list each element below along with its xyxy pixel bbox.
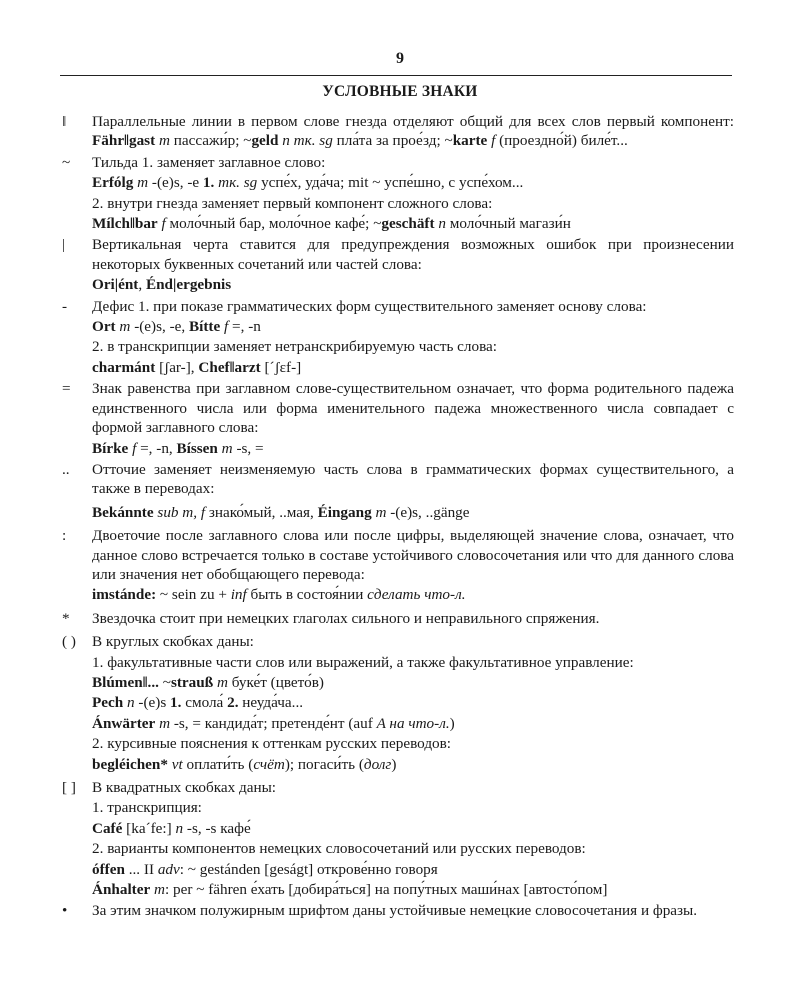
entry-example: Bírke f =, -n, Bíssen m -s, = bbox=[92, 439, 264, 457]
entry-example: Bekánnte sub m, f знако́мый, ..мая, Éingang m -(e)s, ..gänge bbox=[92, 503, 470, 521]
entry-hyphen bbox=[62, 297, 734, 378]
entry-square-brackets bbox=[62, 778, 734, 899]
entry-double-bar bbox=[62, 112, 734, 151]
entry-example: óffen ... II adv: ~ gestánden [geságt] открове́нно говоря bbox=[92, 860, 438, 878]
entry-subdescription: 1. транскрипция: bbox=[92, 799, 202, 817]
entry-colon bbox=[62, 526, 734, 605]
entry-symbol: = bbox=[62, 380, 71, 398]
entry-symbol: ~ bbox=[62, 153, 71, 171]
entry-equals bbox=[62, 379, 734, 458]
symbols-list bbox=[62, 112, 734, 923]
entry-symbol: ( ) bbox=[62, 633, 76, 651]
entry-example: Ori|ént, Énd|ergebnis bbox=[92, 276, 232, 294]
entry-symbol: .. bbox=[62, 460, 70, 478]
entry-description: Параллельные линии в первом слове гнезда отделяют общий для всех слов первый компонент: Fähr‖gast m пассажи́р; ~geld n тк. sg пла́та за прое́зд; ~karte f (проездно́й) биле́т... bbox=[92, 113, 734, 150]
entry-symbol: ‖ bbox=[62, 113, 67, 130]
entry-symbol: : bbox=[62, 527, 67, 545]
entry-subdescription: 2. в транскрипции заменяет нетранскрибируемую часть слова: bbox=[92, 338, 498, 356]
entry-example: imstánde: ~ sein zu + inf быть в состоя́нии сделать что-л. bbox=[92, 586, 466, 604]
page-number: 9 bbox=[396, 50, 404, 67]
entry-ellipsis bbox=[62, 460, 734, 522]
entry-example: Ánwärter m -s, = кандида́т; претенде́нт (auf A на что-л.) bbox=[92, 714, 455, 732]
entry-symbol: * bbox=[62, 609, 70, 627]
entry-asterisk bbox=[62, 609, 734, 628]
entry-example: charmánt [ʃar-], Chef‖arzt [ˊʃɛf-] bbox=[92, 358, 302, 376]
entry-bullet bbox=[62, 901, 734, 920]
entry-example: Mílch‖bar f моло́чный бар, моло́чное кафе́; ~geschäft n моло́чный магази́н bbox=[92, 215, 571, 233]
entry-description: Отточие заменяет неизменяемую часть слова в грамматических формах существительного, а также в переводах: bbox=[92, 460, 734, 498]
entry-description: Вертикальная черта ставится для предупреждения возможных ошибок при произнесении некоторых буквенных сочетаний или частей слова: bbox=[92, 236, 734, 273]
entry-subdescription: 2. внутри гнезда заменяет первый компонент сложного слова: bbox=[92, 194, 493, 212]
entry-example: Pech n -(e)s 1. смола́ 2. неуда́ча... bbox=[92, 694, 304, 712]
entry-example: Ort m -(e)s, -e, Bítte f =, -n bbox=[92, 318, 261, 336]
entry-symbol: | bbox=[62, 236, 66, 254]
entry-example: Café [kaˊfe:] n -s, -s кафе́ bbox=[92, 819, 251, 837]
entry-subdescription: 1. факультативные части слов или выражений, а также факультативное управление: bbox=[92, 653, 634, 671]
entry-symbol: [ ] bbox=[62, 779, 76, 796]
entry-description: Звездочка стоит при немецких глаголах сильного и неправильного спряжения. bbox=[92, 609, 600, 627]
entry-description: В круглых скобках даны: bbox=[92, 633, 254, 651]
section-title: УСЛОВНЫЕ ЗНАКИ bbox=[322, 83, 478, 100]
entry-parentheses bbox=[62, 632, 734, 774]
entry-description: Тильда 1. заменяет заглавное слово: bbox=[92, 153, 326, 171]
entry-example: Erfólg m -(e)s, -e 1. тк. sg успе́х, уда́ча; mit ~ успе́шно, с успе́хом... bbox=[92, 174, 524, 192]
entry-tilde bbox=[62, 153, 734, 234]
entry-description: Дефис 1. при показе грамматических форм существительного заменяет основу слова: bbox=[92, 297, 647, 315]
bullet-icon: • bbox=[62, 902, 68, 920]
header-rule bbox=[60, 75, 732, 76]
entry-subdescription: 2. варианты компонентов немецких словосочетаний или русских переводов: bbox=[92, 840, 586, 858]
entry-description: В квадратных скобках даны: bbox=[92, 779, 277, 796]
entry-description: Двоеточие после заглавного слова или после цифры, выделяющей значение слова, означает, что данное слово встречается только в составе устойчивого словосочетания или что для данного слова или значения нет обобщающего перевода: bbox=[92, 527, 734, 583]
entry-example: Ánhalter m: per ~ fähren е́хать [добира́ться] на попу́тных маши́нах [автосто́пом] bbox=[92, 881, 608, 899]
entry-subdescription: 2. курсивные пояснения к оттенкам русских переводов: bbox=[92, 735, 452, 753]
entry-vertical-bar bbox=[62, 235, 734, 294]
entry-symbol: - bbox=[62, 297, 68, 315]
entry-description: Знак равенства при заглавном слове-существительном означает, что форма родительного падежа единственного числа или форма именительного падежа множественного числа совпадает с формой заглавного слова: bbox=[92, 380, 734, 437]
entry-description: За этим значком полужирным шрифтом даны устойчивые немецкие словосочетания и фразы. bbox=[92, 902, 698, 920]
entry-example: Blúmen‖... ~strauß m буке́т (цвето́в) bbox=[92, 673, 324, 691]
entry-example: begléichen* vt оплати́ть (счёт); погаси́ть (долг) bbox=[92, 755, 397, 773]
